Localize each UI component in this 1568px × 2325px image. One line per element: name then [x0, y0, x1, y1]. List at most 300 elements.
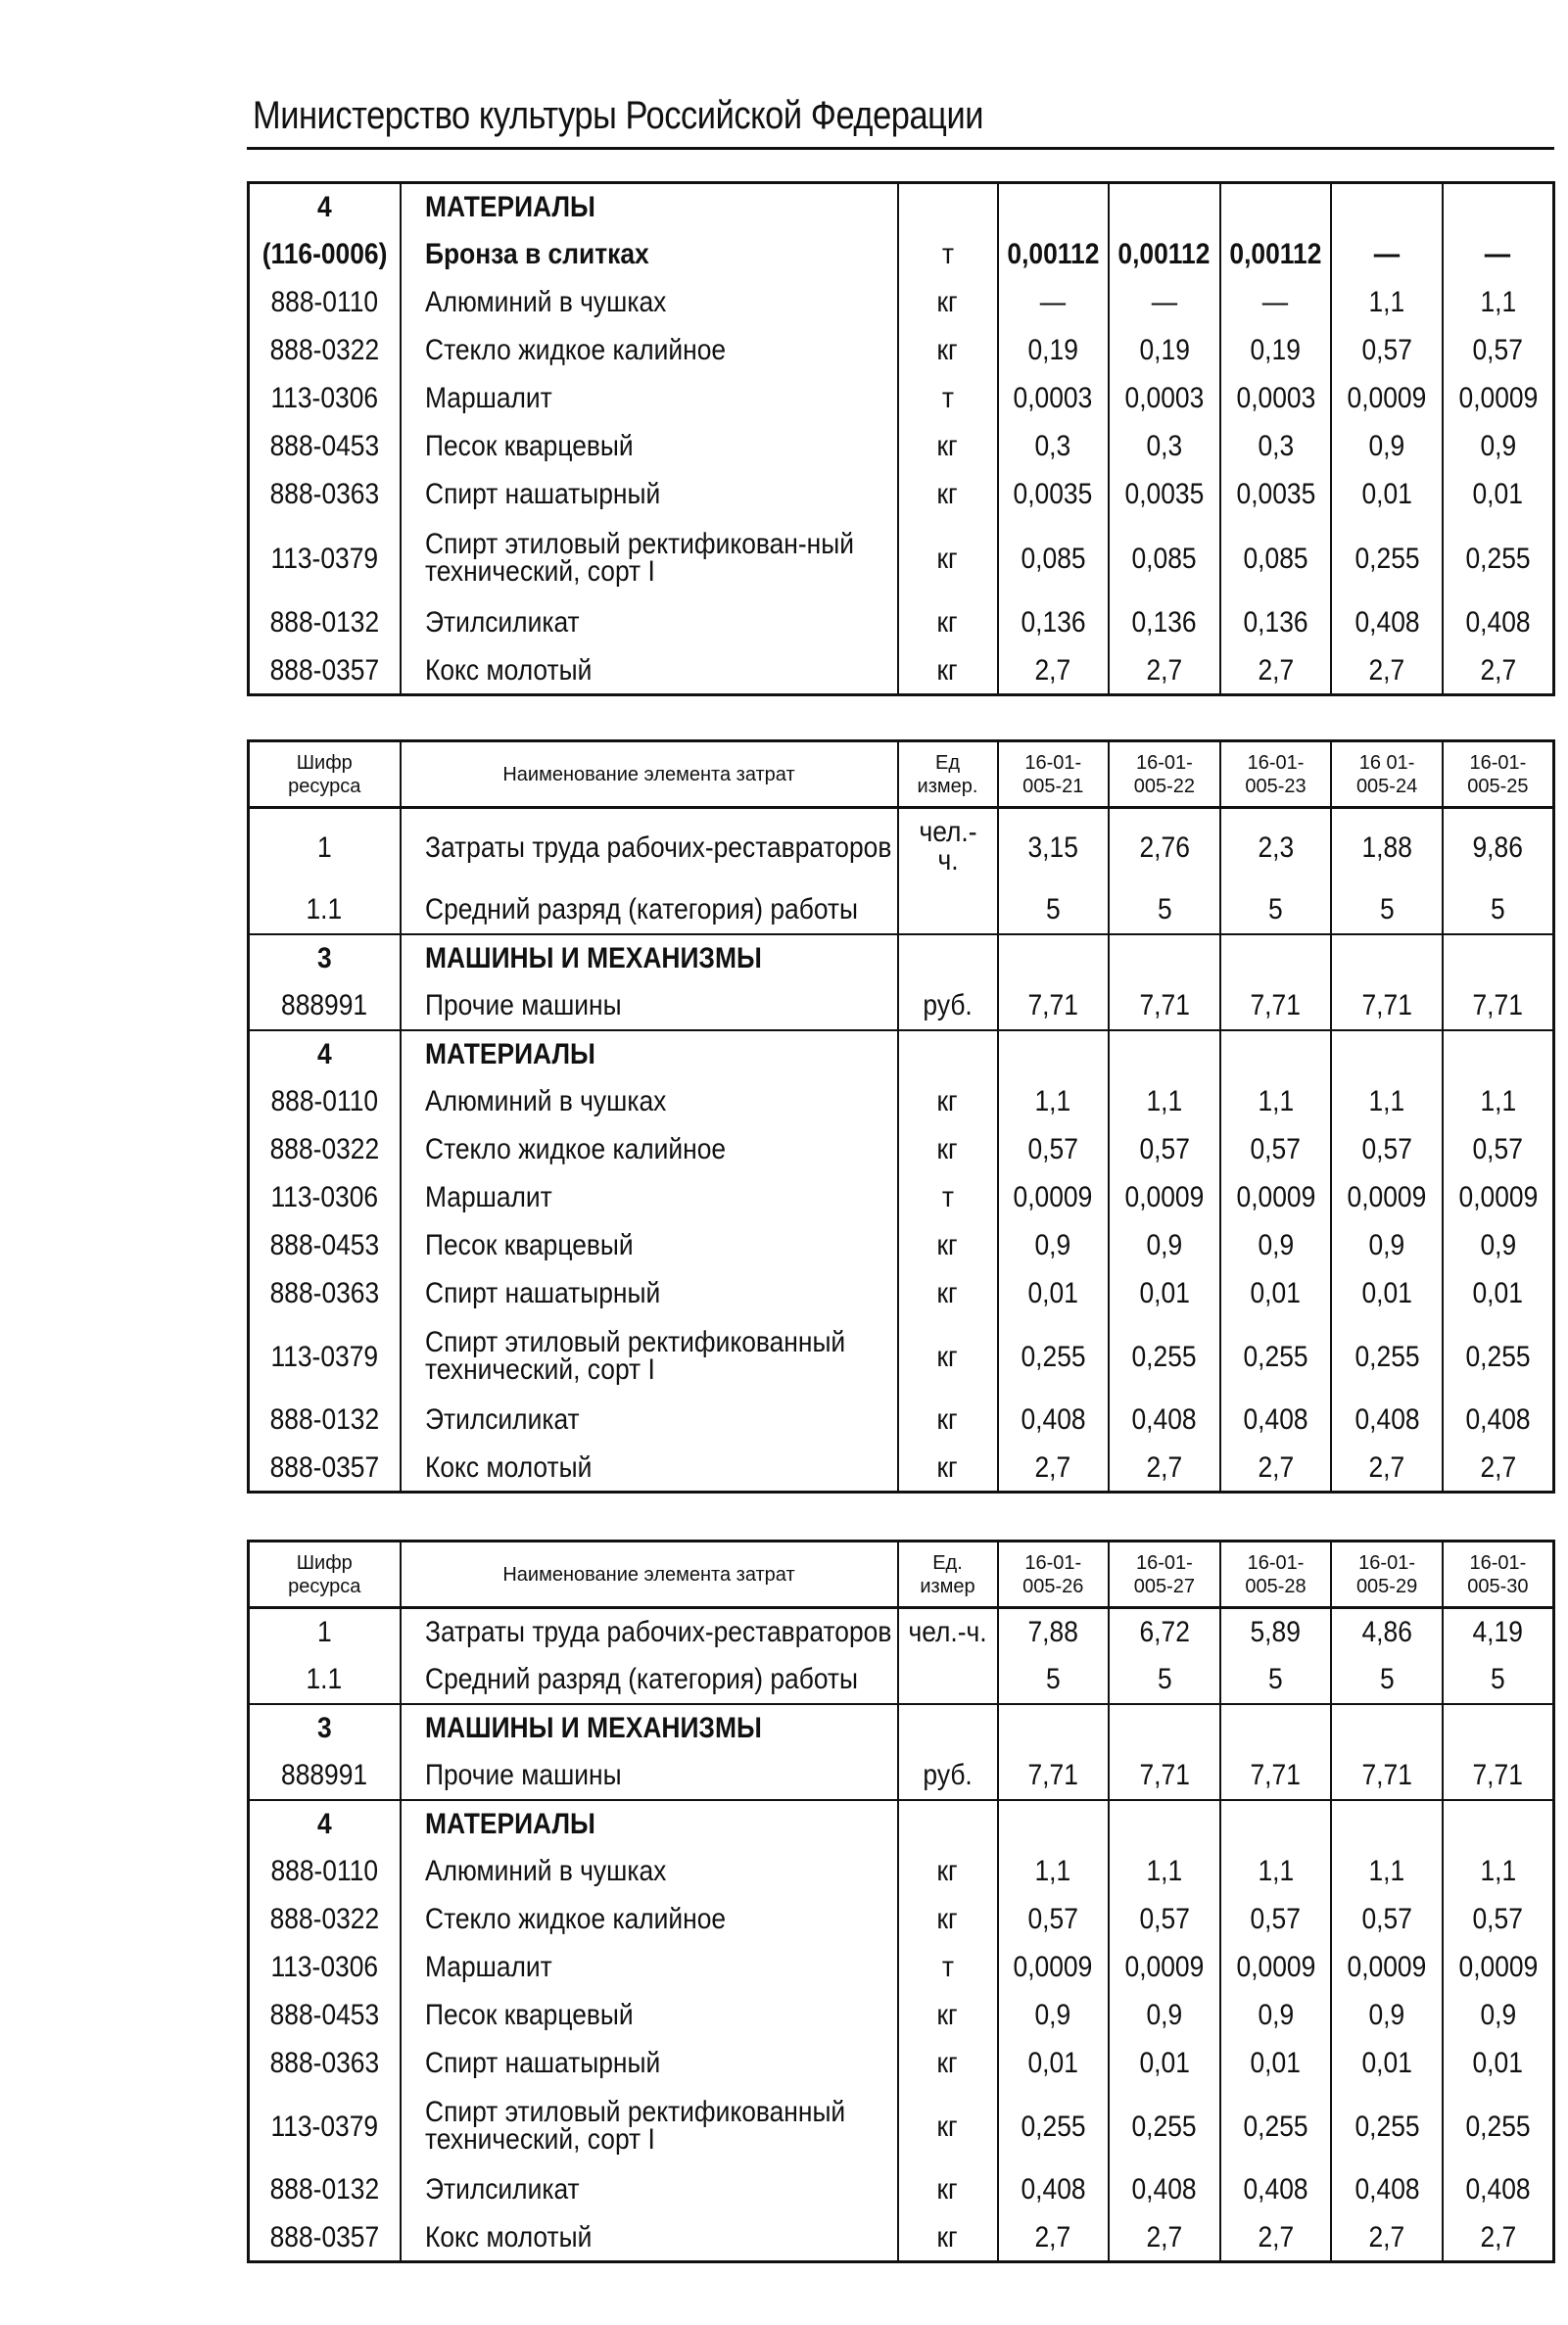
resource-code-text: 888-0110 — [270, 286, 379, 319]
resource-value-text: 7,71 — [1139, 988, 1190, 1021]
resource-code-text: 888-0110 — [270, 1085, 379, 1118]
resource-value-text: 0,255 — [1243, 2110, 1308, 2143]
resource-value — [1220, 1800, 1332, 1848]
resource-name — [401, 1848, 898, 1896]
resource-value — [998, 2166, 1110, 2214]
table-row — [249, 1397, 1554, 1445]
resource-name — [401, 599, 898, 647]
table-row — [249, 1030, 1554, 1078]
resource-code-text: 1.1 — [306, 892, 343, 925]
resource-value-text: 2,7 — [1368, 2220, 1405, 2254]
resource-value — [1220, 1030, 1332, 1078]
resource-value — [998, 1174, 1110, 1222]
resource-value — [1331, 1222, 1443, 1270]
resource-value — [998, 1992, 1110, 2040]
resource-value-text: 0,136 — [1021, 606, 1086, 640]
table-row — [249, 1656, 1554, 1704]
resource-value-text: 0,57 — [1361, 1903, 1412, 1936]
resource-value — [1443, 2214, 1554, 2262]
resource-unit-text: кг — [936, 1340, 959, 1373]
table-row — [249, 2214, 1554, 2262]
resource-value — [1220, 1445, 1332, 1493]
resource-value — [998, 279, 1110, 327]
resource-value — [1331, 1992, 1443, 2040]
resource-value-text: 3,15 — [1027, 830, 1078, 864]
resource-value-text: 0,57 — [1027, 1133, 1078, 1166]
resource-code — [249, 471, 401, 519]
resource-unit-text: кг — [936, 2173, 959, 2206]
resource-name-text: МАШИНЫ И МЕХАНИЗМЫ — [424, 941, 762, 974]
resource-value — [1109, 519, 1220, 599]
resource-value-text: 0,408 — [1131, 2173, 1197, 2206]
resource-value — [1331, 1656, 1443, 1704]
resource-code — [249, 1222, 401, 1270]
resource-code — [249, 1656, 401, 1704]
resource-value — [1331, 1126, 1443, 1174]
resource-value — [1443, 1608, 1554, 1656]
resource-value — [1331, 1445, 1443, 1493]
resource-unit-text: кг — [936, 653, 959, 687]
resource-name — [401, 519, 898, 599]
resource-value — [1331, 423, 1443, 471]
resource-value — [998, 2088, 1110, 2166]
resource-unit — [898, 279, 998, 327]
resource-name — [401, 279, 898, 327]
resource-code — [249, 1270, 401, 1318]
resource-value — [1109, 982, 1220, 1030]
resource-unit — [898, 1078, 998, 1126]
resource-value — [1443, 934, 1554, 982]
resource-value-text: 0,0009 — [1236, 1951, 1315, 1984]
table-header-row — [249, 741, 1554, 808]
resource-value-text: 0,255 — [1354, 542, 1420, 575]
resource-value-text: 7,88 — [1027, 1616, 1078, 1648]
resource-value — [1331, 1318, 1443, 1397]
resource-value — [1220, 1126, 1332, 1174]
resource-value — [1220, 231, 1332, 279]
resource-value-text: 0,408 — [1131, 1403, 1197, 1437]
resource-value — [1443, 1848, 1554, 1896]
resource-value — [1443, 886, 1554, 934]
resource-value — [1109, 279, 1220, 327]
resource-value-text: 0,00112 — [1007, 238, 1100, 271]
table-row — [249, 1992, 1554, 2040]
resource-name-text: Спирт этиловый ректификован-ный технический, сорт I — [424, 527, 854, 588]
resource-value — [1109, 2088, 1220, 2166]
resource-unit — [898, 1397, 998, 1445]
resource-value — [1331, 2088, 1443, 2166]
resource-value-text: 1,1 — [1480, 1855, 1516, 1888]
resource-name — [401, 1078, 898, 1126]
resource-unit — [898, 1445, 998, 1493]
resource-value-text: 0,408 — [1465, 2173, 1531, 2206]
resource-value — [1443, 231, 1554, 279]
resource-value-text: 2,7 — [1258, 1450, 1294, 1484]
resource-code-text: 888-0132 — [269, 606, 380, 640]
resource-value — [1109, 1030, 1220, 1078]
resource-value — [1220, 1174, 1332, 1222]
resource-value-text: 5 — [1379, 1662, 1395, 1695]
resource-name — [401, 1992, 898, 2040]
resource-value — [1443, 1222, 1554, 1270]
resource-value — [1109, 1126, 1220, 1174]
resource-code-text: 113-0306 — [270, 382, 379, 415]
resource-name — [401, 647, 898, 695]
resource-value-text: 0,00112 — [1229, 238, 1322, 271]
header-unit: Ед измер. — [898, 741, 998, 808]
resource-value — [1331, 519, 1443, 599]
resource-value — [1109, 1752, 1220, 1800]
resource-value-text: 0,136 — [1243, 606, 1308, 640]
resource-value — [998, 599, 1110, 647]
resource-unit — [898, 1752, 998, 1800]
resource-value — [998, 231, 1110, 279]
resource-value — [1331, 1030, 1443, 1078]
table-row — [249, 2040, 1554, 2088]
resource-value — [1220, 1704, 1332, 1752]
resource-code-text: 888-0322 — [269, 1133, 380, 1166]
resource-value-text: 0,57 — [1472, 1133, 1524, 1166]
resource-value — [1220, 1397, 1332, 1445]
resource-unit-text: кг — [936, 542, 959, 575]
resource-code-text: 888-0357 — [269, 2220, 380, 2254]
resource-code-text: 4 — [316, 1037, 332, 1070]
resource-unit — [898, 2040, 998, 2088]
resource-code-text: 4 — [316, 1807, 332, 1840]
resource-unit-text: кг — [936, 1450, 959, 1484]
resource-value-text: — — [1040, 286, 1067, 319]
resource-value — [998, 1800, 1110, 1848]
header-column-code: 16-01-005-30 — [1443, 1542, 1554, 1608]
resource-code — [249, 2088, 401, 2166]
resource-code-text: 888-0357 — [269, 653, 380, 687]
resource-value — [1220, 1896, 1332, 1944]
resource-value — [1109, 808, 1220, 886]
resource-value — [1220, 886, 1332, 934]
resource-value — [998, 471, 1110, 519]
resource-value-text: 2,7 — [1146, 653, 1183, 687]
resource-unit-text: кг — [936, 1229, 959, 1262]
resource-value-text: 2,7 — [1146, 1450, 1183, 1484]
resource-name-text: Этилсиликат — [424, 2173, 580, 2206]
resource-value — [1331, 1752, 1443, 1800]
resource-table-2 — [247, 739, 1555, 1494]
resource-code-text: 113-0306 — [270, 1181, 379, 1214]
resource-value-text: 0,0003 — [1236, 382, 1315, 415]
header-column-code: 16-01-005-25 — [1443, 741, 1554, 808]
resource-value — [1443, 1270, 1554, 1318]
resource-value-text: 0,9 — [1480, 1999, 1516, 2032]
resource-value — [1331, 2166, 1443, 2214]
header-column-code: 16-01-005-29 — [1331, 1542, 1443, 1608]
resource-name-text: Этилсиликат — [424, 606, 580, 640]
resource-value-text: 9,86 — [1472, 830, 1524, 864]
resource-value — [1220, 1752, 1332, 1800]
resource-value — [998, 1704, 1110, 1752]
table-row — [249, 279, 1554, 327]
resource-value-text: 2,7 — [1480, 653, 1516, 687]
table-row — [249, 1944, 1554, 1992]
resource-value-text: 1,1 — [1146, 1085, 1183, 1118]
resource-name — [401, 2166, 898, 2214]
resource-unit — [898, 423, 998, 471]
resource-name — [401, 886, 898, 934]
resource-value — [998, 1848, 1110, 1896]
resource-value — [998, 375, 1110, 423]
header-column-code: 16-01-005-21 — [998, 741, 1110, 808]
resource-value — [1220, 519, 1332, 599]
resource-code — [249, 1752, 401, 1800]
table-row — [249, 327, 1554, 375]
header-name: Наименование элемента затрат — [401, 1542, 898, 1608]
resource-value-text: 0,0035 — [1236, 478, 1315, 511]
resource-value — [1109, 647, 1220, 695]
resource-value — [1109, 934, 1220, 982]
resource-unit-text: руб. — [923, 988, 973, 1021]
resource-value-text: 4,86 — [1361, 1616, 1412, 1648]
resource-value-text: 7,71 — [1139, 1758, 1190, 1791]
resource-value — [998, 1270, 1110, 1318]
resource-value — [1443, 1800, 1554, 1848]
resource-value-text: 0,255 — [1465, 2110, 1531, 2143]
resource-code-text: 888-0453 — [269, 1999, 380, 2032]
resource-value — [1109, 1944, 1220, 1992]
resource-code-text: 888-0132 — [269, 2173, 380, 2206]
resource-value — [1443, 1944, 1554, 1992]
resource-unit — [898, 1704, 998, 1752]
resource-value-text: 0,01 — [1361, 478, 1412, 511]
resource-name-text: Алюминий в чушках — [424, 1085, 666, 1118]
resource-value-text: 0,255 — [1354, 1340, 1420, 1373]
resource-value-text: 0,9 — [1258, 1999, 1294, 2032]
resource-value — [998, 1318, 1110, 1397]
resource-code — [249, 1078, 401, 1126]
resource-name — [401, 423, 898, 471]
resource-value — [1220, 982, 1332, 1030]
resource-code-text: 888-0110 — [270, 1855, 379, 1888]
resource-value — [998, 183, 1110, 231]
resource-value — [1109, 1656, 1220, 1704]
resource-code — [249, 1944, 401, 1992]
resource-value — [1109, 1270, 1220, 1318]
table-row — [249, 2166, 1554, 2214]
resource-name-text: Кокс молотый — [424, 653, 592, 687]
resource-name-text: Кокс молотый — [424, 1450, 592, 1484]
resource-unit-text: т — [941, 1951, 954, 1984]
resource-value-text: 2,7 — [1258, 653, 1294, 687]
resource-name — [401, 1656, 898, 1704]
resource-value — [1109, 1222, 1220, 1270]
resource-value — [1443, 1752, 1554, 1800]
resource-value — [1443, 423, 1554, 471]
resource-unit — [898, 1174, 998, 1222]
resource-value-text: 0,0009 — [1347, 1181, 1427, 1214]
resource-value-text: 0,3 — [1146, 430, 1183, 463]
resource-code — [249, 423, 401, 471]
resource-unit-text: кг — [936, 334, 959, 367]
table-row — [249, 519, 1554, 599]
resource-value-text: 0,19 — [1139, 334, 1190, 367]
resource-value — [1443, 327, 1554, 375]
resource-code-text: 113-0379 — [270, 542, 379, 575]
resource-value-text: 2,7 — [1368, 653, 1405, 687]
resource-value-text: 0,255 — [1021, 1340, 1086, 1373]
resource-value-text: 7,71 — [1361, 988, 1412, 1021]
resource-value — [1331, 375, 1443, 423]
resource-value — [998, 1944, 1110, 1992]
resource-value — [1109, 1992, 1220, 2040]
resource-name — [401, 1397, 898, 1445]
resource-unit — [898, 1270, 998, 1318]
resource-value — [1331, 327, 1443, 375]
table-row — [249, 231, 1554, 279]
resource-code — [249, 982, 401, 1030]
resource-value-text: 0,9 — [1480, 1229, 1516, 1262]
resource-value — [1220, 647, 1332, 695]
resource-unit — [898, 1944, 998, 1992]
resource-value-text: 0,085 — [1131, 542, 1197, 575]
resource-value — [1109, 2166, 1220, 2214]
resource-value — [1220, 327, 1332, 375]
resource-value — [1331, 279, 1443, 327]
resource-unit — [898, 982, 998, 1030]
table-row — [249, 423, 1554, 471]
resource-value — [998, 1078, 1110, 1126]
resource-code-text: 113-0379 — [270, 2110, 379, 2143]
resource-value — [1109, 1445, 1220, 1493]
header-column-code: 16-01-005-28 — [1220, 1542, 1332, 1608]
resource-code — [249, 1896, 401, 1944]
resource-value — [1443, 982, 1554, 1030]
resource-code — [249, 327, 401, 375]
header-name: Наименование элемента затрат — [401, 741, 898, 808]
resource-unit-text: кг — [936, 1403, 959, 1437]
resource-value — [1331, 1704, 1443, 1752]
resource-code-text: 888991 — [281, 1758, 368, 1791]
resource-value — [998, 1752, 1110, 1800]
resource-value-text: 0,0003 — [1013, 382, 1093, 415]
resource-name-text: Спирт нашатырный — [424, 2047, 660, 2080]
resource-value — [1109, 1896, 1220, 1944]
resource-value — [998, 1397, 1110, 1445]
resource-name-text: Алюминий в чушках — [424, 1855, 666, 1888]
resource-value-text: 2,7 — [1034, 2220, 1071, 2254]
resource-code-text: 888-0363 — [269, 478, 380, 511]
resource-value — [1220, 279, 1332, 327]
resource-code-text: 4 — [316, 191, 332, 223]
resource-unit-text: кг — [936, 1277, 959, 1310]
resource-value-text: 0,408 — [1465, 1403, 1531, 1437]
resource-value-text: 0,3 — [1258, 430, 1294, 463]
resource-value-text: 0,9 — [1368, 1999, 1405, 2032]
header-unit: Ед. измер — [898, 1542, 998, 1608]
resource-value-text: — — [1485, 238, 1511, 271]
resource-value-text: 0,01 — [1250, 2047, 1302, 2080]
resource-unit — [898, 2214, 998, 2262]
table-row — [249, 183, 1554, 231]
resource-value — [1331, 1174, 1443, 1222]
resource-name-text: Песок кварцевый — [424, 1999, 634, 2032]
resource-code — [249, 519, 401, 599]
resource-value — [1331, 886, 1443, 934]
resource-value — [1109, 183, 1220, 231]
resource-value — [1443, 1030, 1554, 1078]
resource-name — [401, 1704, 898, 1752]
resource-value-text: 7,71 — [1027, 988, 1078, 1021]
resource-value — [1220, 1270, 1332, 1318]
resource-value — [1109, 2040, 1220, 2088]
table-row — [249, 1318, 1554, 1397]
resource-code-text: 888-0363 — [269, 1277, 380, 1310]
resource-value-text: 7,71 — [1027, 1758, 1078, 1791]
resource-value — [998, 1222, 1110, 1270]
resource-value-text: 0,01 — [1472, 478, 1524, 511]
resource-value-text: 0,57 — [1250, 1133, 1302, 1166]
resource-value — [1443, 519, 1554, 599]
header-column-code: 16-01-005-27 — [1109, 1542, 1220, 1608]
resource-value — [1109, 1800, 1220, 1848]
resource-code — [249, 231, 401, 279]
resource-value-text: 0,19 — [1250, 334, 1302, 367]
resource-value — [1443, 2166, 1554, 2214]
resource-unit — [898, 1848, 998, 1896]
resource-value — [1220, 934, 1332, 982]
resource-name — [401, 327, 898, 375]
resource-value — [1443, 1704, 1554, 1752]
table-row — [249, 1126, 1554, 1174]
resource-value — [1109, 1318, 1220, 1397]
resource-value — [1443, 2040, 1554, 2088]
resource-value — [1220, 1608, 1332, 1656]
resource-value-text: 5 — [1157, 1662, 1172, 1695]
resource-value-text: 0,57 — [1361, 1133, 1412, 1166]
resource-name-text: Стекло жидкое калийное — [424, 1903, 726, 1936]
resource-unit-text: кг — [936, 1133, 959, 1166]
table-row — [249, 647, 1554, 695]
resource-value — [1331, 1608, 1443, 1656]
resource-name — [401, 982, 898, 1030]
resource-code-text: 888-0132 — [269, 1403, 380, 1437]
resource-value-text: 0,408 — [1021, 2173, 1086, 2206]
header-column-code: 16 01-005-24 — [1331, 741, 1443, 808]
resource-value — [1109, 1608, 1220, 1656]
resource-value — [1220, 423, 1332, 471]
resource-name — [401, 1222, 898, 1270]
resource-value — [1220, 1222, 1332, 1270]
resource-value — [1443, 647, 1554, 695]
resource-unit-text: т — [941, 238, 954, 271]
resource-value — [1109, 231, 1220, 279]
resource-unit — [898, 327, 998, 375]
resource-value-text: 5 — [1268, 1662, 1283, 1695]
resource-value-text: 7,71 — [1472, 1758, 1524, 1791]
resource-name — [401, 231, 898, 279]
resource-value-text: 0,0009 — [1013, 1181, 1093, 1214]
resource-code — [249, 886, 401, 934]
resource-code-text: 888-0357 — [269, 1450, 380, 1484]
resource-unit-text: т — [941, 382, 954, 415]
resource-value — [998, 982, 1110, 1030]
resource-value-text: 0,01 — [1027, 1277, 1078, 1310]
resource-code-text: 888-0322 — [269, 334, 380, 367]
resource-value-text: 0,0035 — [1124, 478, 1205, 511]
header-code: Шифр ресурса — [249, 1542, 401, 1608]
resource-value — [1443, 1318, 1554, 1397]
resource-value — [1331, 231, 1443, 279]
resource-name — [401, 2088, 898, 2166]
resource-unit — [898, 1800, 998, 1848]
table-row — [249, 1896, 1554, 1944]
